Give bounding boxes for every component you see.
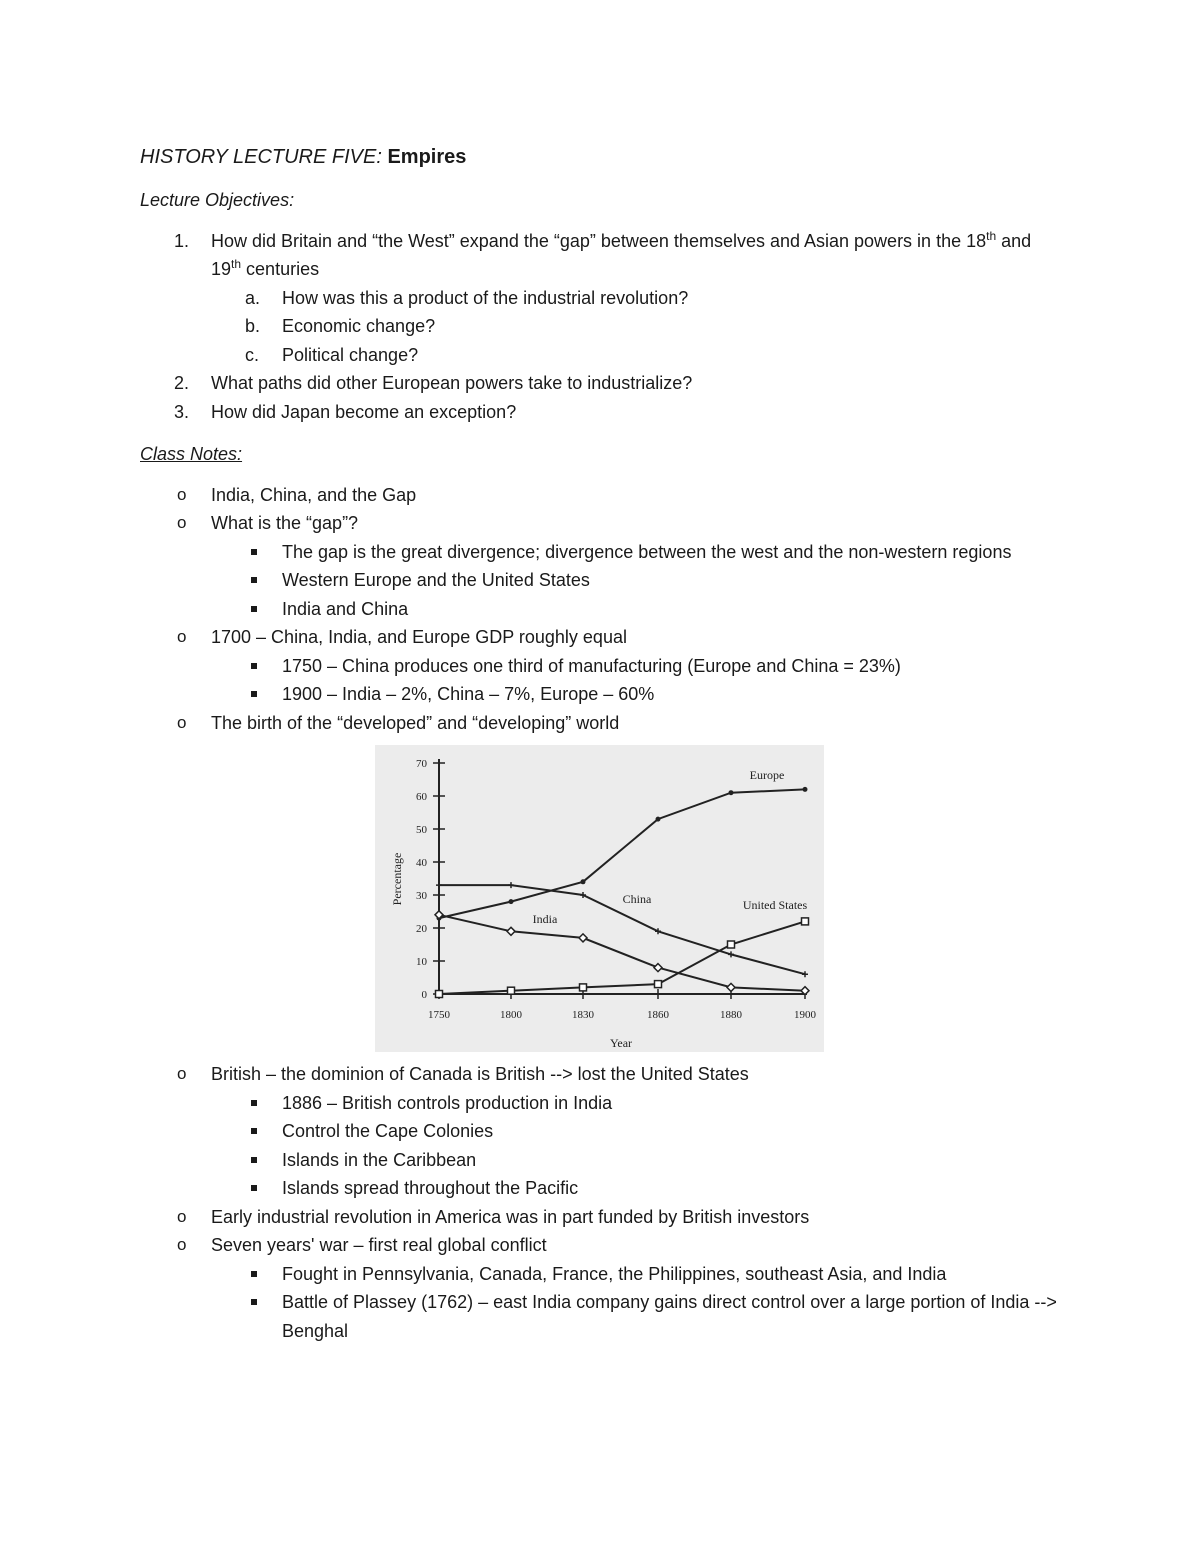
square-bullet-icon (251, 1271, 257, 1277)
y-tick-label: 50 (416, 824, 427, 836)
series-line-united-states (439, 921, 805, 994)
objective-sup: th (231, 257, 242, 271)
sub-objective-text: Economic change? (282, 316, 436, 336)
sub-note-text: Islands spread throughout the Pacific (282, 1178, 579, 1198)
data-point (581, 879, 586, 884)
note-item (140, 1060, 1060, 1203)
square-bullet-icon (251, 691, 257, 697)
square-bullet-icon (251, 1128, 257, 1134)
objective-text: How did Britain and “the West” expand the “gap” between themselves and Asian powers in the 18 (211, 230, 987, 251)
data-point (802, 971, 808, 977)
data-point (655, 981, 662, 988)
o-bullet-icon: o (177, 712, 187, 732)
y-axis-label: Percentage (390, 852, 404, 906)
manufacturing-share-chart (375, 745, 824, 1052)
x-tick-label: 1860 (647, 1009, 669, 1021)
sub-note-item (211, 1117, 1060, 1146)
objective-text: How did Japan become an exception? (211, 401, 517, 422)
sub-note-item (211, 1260, 1060, 1289)
data-point (436, 882, 442, 888)
data-point (802, 918, 809, 925)
objective-number: 1. (174, 230, 190, 251)
notes-list-2 (140, 1060, 1060, 1345)
sub-objective-item (211, 284, 1060, 313)
data-point (508, 987, 515, 994)
sub-objective-letter: a. (245, 287, 261, 308)
square-bullet-icon (251, 663, 257, 669)
sub-notes-list (211, 652, 1060, 709)
note-text: 1700 – China, India, and Europe GDP roughly equal (211, 627, 627, 647)
series-label: Europe (749, 768, 785, 782)
sub-note-item (211, 566, 1060, 595)
note-text: What is the “gap”? (211, 513, 359, 533)
page-title (140, 142, 1060, 172)
objectives-list (140, 227, 1060, 427)
square-bullet-icon (251, 1185, 257, 1191)
x-axis-label: Year (609, 1036, 633, 1050)
sub-note-text: Battle of Plassey (1762) – east India company gains direct control over a large portion of India --> Benghal (282, 1292, 1057, 1341)
notes-list (140, 481, 1060, 738)
sub-note-text: Western Europe and the United States (282, 570, 590, 590)
series-line-india (439, 915, 805, 991)
square-bullet-icon (251, 1100, 257, 1106)
series-label: India (532, 912, 558, 926)
objective-text: What paths did other European powers take to industrialize? (211, 373, 693, 393)
objective-item-2 (140, 369, 1060, 398)
sub-note-text: 1886 – British controls production in India (282, 1092, 613, 1113)
o-bullet-icon: o (177, 1064, 187, 1083)
sub-objective-item (211, 341, 1060, 370)
sub-note-text: 1900 – India – 2%, China – 7%, Europe – 60% (282, 684, 655, 704)
note-item (140, 509, 1060, 623)
title-bold: Empires (387, 146, 467, 168)
objective-number: 3. (174, 401, 190, 422)
data-point (727, 983, 735, 991)
series-label: China (622, 892, 652, 906)
note-text: Seven years' war – first real global conflict (211, 1235, 547, 1255)
data-point (654, 964, 662, 972)
note-item (140, 1203, 1060, 1232)
sub-note-item (211, 595, 1060, 624)
o-bullet-icon: o (177, 513, 187, 532)
objective-sup: th (986, 228, 997, 243)
sub-note-item (211, 1288, 1060, 1345)
notes-heading: Class Notes: (140, 444, 243, 464)
x-tick-label: 1830 (572, 1009, 594, 1021)
y-tick-label: 20 (416, 923, 427, 935)
note-item (140, 709, 1060, 738)
note-text: British – the dominion of Canada is British --> lost the United States (211, 1064, 749, 1084)
sub-objective-letter: c. (245, 344, 260, 365)
data-point (579, 934, 587, 942)
chart-svg (375, 745, 824, 1052)
series-label: United States (742, 898, 808, 912)
x-tick-label: 1750 (428, 1009, 450, 1021)
note-text: The birth of the “developed” and “developing” world (211, 712, 620, 733)
objectives-heading: Lecture Objectives: (140, 190, 295, 210)
data-point (436, 991, 443, 998)
objective-item-3 (140, 398, 1060, 427)
square-bullet-icon (251, 577, 257, 583)
data-point (656, 817, 661, 822)
o-bullet-icon: o (177, 627, 187, 646)
sub-note-text: Control the Cape Colonies (282, 1121, 494, 1141)
y-tick-label: 0 (421, 989, 427, 1001)
data-point (728, 951, 734, 957)
data-point (509, 899, 514, 904)
sub-notes-list (211, 1089, 1060, 1203)
data-point (803, 787, 808, 792)
y-tick-label: 70 (416, 758, 427, 770)
objective-text: and 19 (211, 230, 1032, 279)
o-bullet-icon: o (177, 1235, 187, 1254)
sub-note-item (211, 652, 1060, 681)
sub-objectives-list (211, 284, 1060, 370)
data-point (508, 882, 514, 888)
sub-notes-list (211, 538, 1060, 624)
note-item (140, 623, 1060, 709)
document-content (140, 142, 1060, 1345)
sub-objective-text: How was this a product of the industrial revolution? (282, 287, 689, 308)
note-text: India, China, and the Gap (211, 484, 417, 505)
y-tick-label: 60 (416, 791, 427, 803)
data-point (728, 941, 735, 948)
objective-item-1 (140, 227, 1060, 370)
x-tick-label: 1800 (500, 1009, 522, 1021)
note-text: Early industrial revolution in America was in part funded by British investors (211, 1206, 810, 1227)
sub-note-text: Islands in the Caribbean (282, 1149, 477, 1170)
objective-number: 2. (174, 373, 190, 393)
sub-note-text: Fought in Pennsylvania, Canada, France, the Philippines, southeast Asia, and India (282, 1263, 947, 1284)
o-bullet-icon: o (177, 1206, 187, 1226)
data-point (580, 984, 587, 991)
sub-note-item (211, 1089, 1060, 1118)
y-tick-label: 10 (416, 956, 427, 968)
sub-note-text: The gap is the great divergence; divergence between the west and the non-western regions (282, 541, 1012, 562)
y-tick-label: 30 (416, 890, 427, 902)
sub-objective-letter: b. (245, 316, 261, 336)
square-bullet-icon (251, 1299, 257, 1305)
sub-note-text: India and China (282, 598, 409, 619)
y-tick-label: 40 (416, 857, 427, 869)
sub-notes-list (211, 1260, 1060, 1346)
sub-objective-item (211, 312, 1060, 341)
sub-note-item (211, 1174, 1060, 1203)
sub-note-text: 1750 – China produces one third of manufacturing (Europe and China = 23%) (282, 655, 901, 676)
data-point (729, 790, 734, 795)
sub-note-item (211, 1146, 1060, 1175)
x-tick-label: 1880 (720, 1009, 742, 1021)
objective-text: centuries (241, 259, 320, 279)
note-item (140, 481, 1060, 510)
square-bullet-icon (251, 1157, 257, 1163)
square-bullet-icon (251, 606, 257, 612)
x-tick-label: 1900 (794, 1009, 816, 1021)
square-bullet-icon (251, 549, 257, 555)
data-point (507, 927, 515, 935)
note-item (140, 1231, 1060, 1345)
sub-objective-text: Political change? (282, 344, 419, 365)
sub-note-item (211, 538, 1060, 567)
sub-note-item (211, 680, 1060, 709)
title-italic: HISTORY LECTURE FIVE: (140, 146, 382, 168)
o-bullet-icon: o (177, 484, 187, 504)
